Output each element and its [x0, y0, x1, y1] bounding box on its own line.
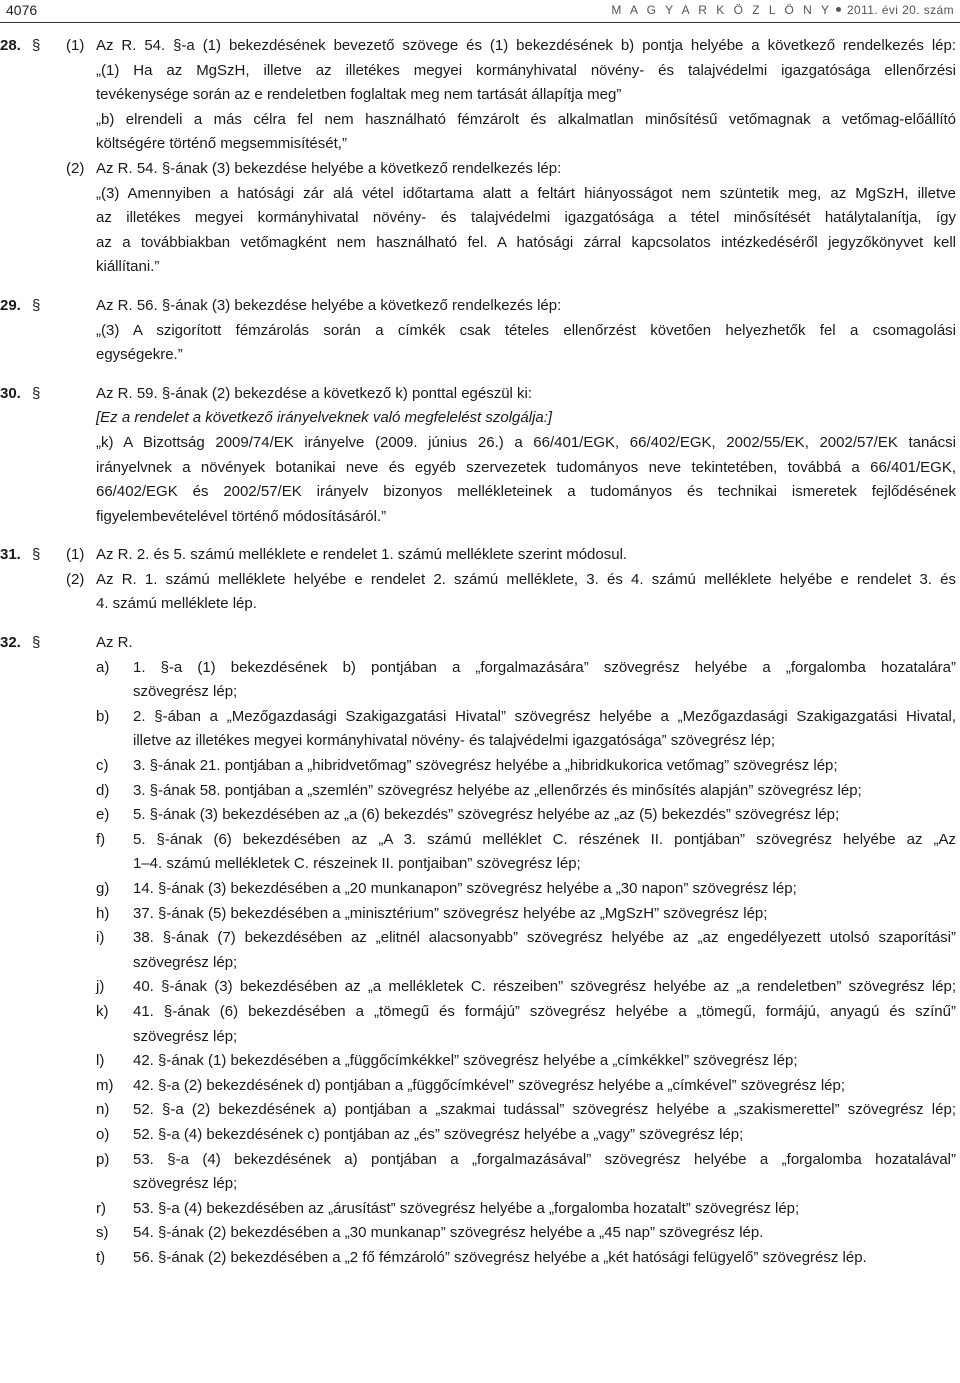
line-text: tevékenysége során az e rendeletben foglaltak meg nem tartását állapítja meg” [96, 86, 622, 104]
section-gap [0, 529, 960, 543]
text-line [0, 83, 960, 108]
line-text: 42. §-a (2) bekezdésének d) pontjában a „függőcímkével” szövegrész helyébe a „címkével” szövegrész lép; [133, 1076, 846, 1094]
line-text: 52. §-a (4) bekezdésének c) pontjában az „és” szövegrész helyébe a „vagy” szövegrész lép; [133, 1125, 744, 1143]
line-text: 14. §-ának (3) bekezdésében a „20 munkanapon” szövegrész helyébe a „30 napon” szövegrész lép; [133, 880, 797, 897]
text-line [0, 1197, 960, 1222]
text-line [0, 108, 960, 133]
text-line [0, 294, 960, 319]
line-text: Az R. 54. §-a (1) bekezdésének bevezető szövege és (1) bekezdésének b) pontja helyébe a következő rendelkezés lép: [96, 37, 956, 54]
line-text: 37. §-ának (5) bekezdésében a „minisztérium” szövegrész helyébe az „MgSzH” szövegrész lép; [133, 904, 768, 922]
subsection-number: (2) [66, 570, 85, 588]
section [0, 382, 960, 530]
line-text: Az R. 59. §-ának (2) bekezdése a következő k) ponttal egészül ki: [96, 384, 533, 402]
text-line [0, 456, 960, 481]
point-letter: d) [96, 781, 110, 799]
text-line [0, 1123, 960, 1148]
subsection-number: (2) [66, 159, 85, 177]
point-letter: m) [96, 1076, 114, 1094]
point-letter: n) [96, 1101, 110, 1119]
text-line [0, 568, 960, 593]
line-text: „(1) Ha az MgSzH, illetve az illetékes megyei kormányhivatal növény- és talajvédelmi igazgatósága ellenőrzési [96, 61, 956, 79]
text-line [0, 382, 960, 407]
line-text: Az R. [96, 634, 133, 652]
text-line [0, 729, 960, 754]
line-text: irányelvnek a növények botanikai neve és egyéb szervezetek tudományos neve tekintetében, továbbá a 66/401/EGK, [96, 458, 956, 476]
line-text: 1–4. számú mellékletek C. részeinek II. pontjaiban” szövegrész lép; [133, 855, 581, 873]
text-line [0, 1049, 960, 1074]
line-text: az illetékes megyei kormányhivatal növény- és talajvédelmi igazgatósága a tétel minősítését hatálytalanítja, így [96, 209, 956, 227]
header-title [611, 3, 954, 17]
point-letter: c) [96, 757, 109, 775]
issue-label: 2011. évi 20. szám [846, 3, 954, 17]
text-line [0, 705, 960, 730]
point-letter: a) [96, 658, 110, 676]
point-letter: s) [96, 1224, 109, 1242]
subsection-number: (1) [66, 546, 85, 564]
text-line [0, 1246, 960, 1271]
text-line [0, 680, 960, 705]
text-line [0, 157, 960, 182]
line-text: Az R. 54. §-ának (3) bekezdése helyébe a következő rendelkezés lép: [96, 159, 562, 177]
text-line [0, 902, 960, 927]
section-sign: § [32, 384, 41, 402]
line-text: 2. §-ában a „Mezőgazdasági Szakigazgatási Hivatal” szövegrész helyébe a „Mezőgazdasági Szakigazgatási Hivatal, [133, 707, 956, 725]
line-text: szövegrész lép; [133, 1027, 238, 1045]
text-line [0, 543, 960, 568]
line-text: szövegrész lép; [133, 683, 238, 701]
text-line [0, 754, 960, 779]
point-letter: j) [96, 978, 105, 996]
text-line [0, 1148, 960, 1173]
line-text: 3. §-ának 58. pontjában a „szemlén” szövegrész helyébe az „ellenőrzés és minősítés alapján” szövegrész lép; [133, 781, 862, 799]
line-text: Az R. 56. §-ának (3) bekezdése helyébe a következő rendelkezés lép: [96, 296, 562, 314]
point-letter: g) [96, 880, 110, 897]
text-line [0, 406, 960, 431]
text-line [0, 343, 960, 368]
text-line [0, 255, 960, 280]
line-text: 40. §-ának (3) bekezdésében az „a mellékletek C. részeiben” szövegrész helyébe az „a rendeletben” szövegrész lép; [133, 978, 956, 996]
text-line [0, 852, 960, 877]
line-text: egységekre.” [96, 346, 183, 364]
section-gap [0, 368, 960, 382]
line-text: kiállítani.” [96, 258, 160, 276]
line-text: az a továbbiakban vetőmagként nem használható fel. A hatósági zárral kapcsolatos intézkedéséről jegyzőkönyvet kell [96, 233, 956, 251]
line-text: Az R. 1. számú melléklete helyébe e rendelet 2. számú melléklete, 3. és 4. számú melléklete helyébe e rendelet 3. és [96, 570, 956, 588]
section-sign: § [32, 546, 41, 564]
line-text: 1. §-a (1) bekezdésének b) pontjában a „forgalmazására” szövegrész helyébe a „forgalomba hozatalára” [133, 658, 956, 676]
line-text: „k) A Bizottság 2009/74/EK irányelve (2009. június 26.) a 66/401/EGK, 66/402/EGK, 2002/55/EK, 2002/57/EK tanácsi [96, 433, 956, 451]
line-text: szövegrész lép; [133, 1175, 238, 1193]
line-text: 66/402/EGK és 2002/57/EK irányelv bizonyos mellékleteinek a tudományos és technikai ismeretek fejlődésének [96, 483, 956, 501]
text-line [0, 631, 960, 656]
line-text: költségére történő megsemmisítését,” [96, 135, 347, 153]
text-line [0, 656, 960, 681]
section-number: 30. [0, 384, 21, 402]
section-number: 28. [0, 37, 21, 54]
line-text: szövegrész lép; [133, 953, 238, 971]
point-letter: k) [96, 1002, 109, 1020]
line-text: 53. §-a (4) bekezdésének a) pontjában a „forgalmazásával” szövegrész helyébe a „forgalomba hozatalával” [133, 1150, 956, 1168]
header-divider [0, 22, 960, 23]
section-sign: § [32, 37, 41, 54]
line-text: „b) elrendeli a más célra fel nem használható fémzárolt és alkalmatlan minősítésű vetőmagnak a vetőmag-előállító [96, 110, 956, 128]
line-text: „(3) A szigorított fémzárolás során a címkék csak tételes ellenőrzést követően helyezhetők fel a csomagolási [96, 321, 956, 339]
text-line [0, 132, 960, 157]
line-text: 41. §-ának (6) bekezdésében a „tömegű és formájú” szövegrész helyébe a „tömegű, formájú, anyagú és színű” [133, 1002, 956, 1020]
section [0, 631, 960, 1270]
text-line [0, 1074, 960, 1099]
publication-name: M A G Y A R K Ö Z L Ö N Y [611, 3, 832, 17]
text-line [0, 480, 960, 505]
text-line [0, 34, 960, 59]
line-text: figyelembevételével történő módosításáról.” [96, 507, 387, 525]
point-letter: h) [96, 904, 110, 922]
line-text: illetve az illetékes megyei kormányhivatal növény- és talajvédelmi igazgatósága” szövegrész lép; [133, 732, 775, 750]
line-text: Az R. 2. és 5. számú melléklete e rendelet 1. számú melléklete szerint módosul. [96, 546, 628, 564]
line-text: 56. §-ának (2) bekezdésében a „2 fő fémzároló” szövegrész helyébe a „két hatósági felügyelő” szövegrész lép. [133, 1248, 867, 1266]
page-header [0, 0, 960, 22]
section-number: 29. [0, 296, 21, 314]
text-line [0, 59, 960, 84]
text-line [0, 1000, 960, 1025]
text-line [0, 975, 960, 1000]
text-line [0, 779, 960, 804]
line-text: 5. §-ának (6) bekezdésében az „A 3. számú melléklet C. részének II. pontjában” szövegrész helyébe az „Az [133, 830, 956, 848]
section-number: 32. [0, 634, 21, 652]
bullet-icon [836, 7, 841, 12]
text-line [0, 319, 960, 344]
text-line [0, 828, 960, 853]
document-body [0, 34, 960, 1271]
point-letter: r) [96, 1199, 106, 1217]
point-letter: t) [96, 1248, 106, 1266]
text-line [0, 1221, 960, 1246]
text-line [0, 926, 960, 951]
section [0, 294, 960, 368]
text-line [0, 231, 960, 256]
line-text: [Ez a rendelet a következő irányelveknek való megfelelést szolgálja:] [96, 409, 553, 427]
section-gap [0, 280, 960, 294]
point-letter: p) [96, 1150, 110, 1168]
section-number: 31. [0, 546, 21, 564]
text-line [0, 592, 960, 617]
section-sign: § [32, 634, 41, 652]
text-line [0, 431, 960, 456]
text-line [0, 877, 960, 902]
point-letter: e) [96, 806, 110, 824]
text-line [0, 803, 960, 828]
line-text: 53. §-a (4) bekezdésében az „árusítást” szövegrész helyébe a „forgalomba hozatalt” szövegrész lép; [133, 1199, 800, 1217]
text-line [0, 1098, 960, 1123]
page-number: 4076 [6, 2, 38, 18]
point-letter: o) [96, 1125, 110, 1143]
section [0, 543, 960, 617]
line-text: 3. §-ának 21. pontjában a „hibridvetőmag” szövegrész helyébe a „hibridkukorica vetőmag” szövegrész lép; [133, 757, 838, 775]
section-sign: § [32, 296, 41, 314]
line-text: 54. §-ának (2) bekezdésében a „30 munkanap” szövegrész helyébe a „45 nap” szövegrész lép. [133, 1224, 764, 1242]
point-letter: l) [96, 1052, 105, 1070]
point-letter: b) [96, 707, 110, 725]
section [0, 34, 960, 280]
text-line [0, 182, 960, 207]
text-line [0, 505, 960, 530]
line-text: 5. §-ának (3) bekezdésében az „a (6) bekezdés” szövegrész helyébe az „az (5) bekezdés” szövegrész lép; [133, 806, 840, 824]
section-gap [0, 617, 960, 631]
line-text: 52. §-a (2) bekezdésének a) pontjában a „szakmai tudással” szövegrész helyébe a „szakismerettel” szövegrész lép; [133, 1101, 956, 1119]
point-letter: f) [96, 830, 106, 848]
line-text: „(3) Amennyiben a hatósági zár alá vétel időtartama alatt a feltárt hiányosságot nem szüntetik meg, az MgSzH, illetve [96, 184, 956, 202]
text-line [0, 206, 960, 231]
text-line [0, 1025, 960, 1050]
line-text: 4. számú melléklete lép. [96, 595, 257, 613]
text-line [0, 951, 960, 976]
text-line [0, 1172, 960, 1197]
point-letter: i) [96, 929, 105, 947]
line-text: 42. §-ának (1) bekezdésében a „függőcímkékkel” szövegrész helyébe a „címkékkel” szövegrész lép; [133, 1052, 798, 1070]
subsection-number: (1) [66, 37, 85, 54]
line-text: 38. §-ának (7) bekezdésében az „elitnél alacsonyabb” szövegrész helyébe az „az engedélyezett utolsó szaporítási” [133, 929, 956, 947]
